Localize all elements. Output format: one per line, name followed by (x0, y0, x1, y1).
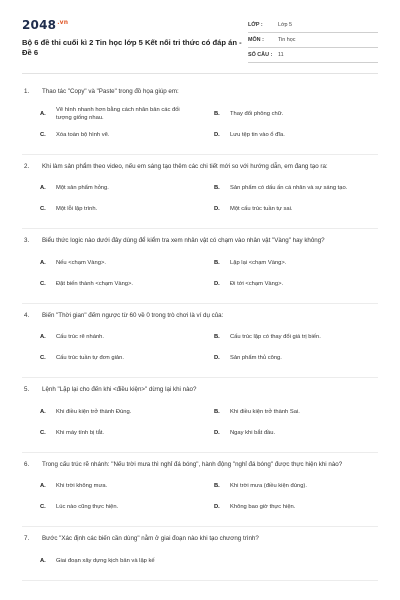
meta-row (248, 48, 378, 63)
question-text: Bước "Xác định các biến cần dùng" nằm ở giai đoạn nào khi tạo chương trình? (42, 535, 259, 542)
option-letter: D. (214, 355, 220, 362)
option-letter: D. (214, 131, 220, 138)
option-letter: B. (214, 110, 220, 117)
question-number: 5. (24, 386, 30, 393)
answer-option[interactable] (214, 199, 378, 220)
question-text: Khi làm sản phẩm theo video, nếu em sáng tạo thêm các chi tiết mới so với hướng dẫn, em đang tạo ra: (42, 162, 328, 170)
option-text: Lúc nào cũng thực hiện. (56, 504, 119, 511)
option-letter: C. (40, 355, 46, 362)
answer-option[interactable] (40, 253, 204, 274)
question-stem (22, 534, 378, 544)
option-letter: D. (214, 280, 220, 287)
question-stem (22, 385, 378, 395)
meta-label: LỚP : (248, 22, 263, 28)
meta-value: Lớp 5 (278, 22, 293, 28)
answer-option[interactable] (40, 274, 204, 295)
option-text: Ngay khi bắt đầu. (230, 429, 276, 436)
option-letter: C. (40, 206, 46, 213)
option-text: Khi trời mưa (điều kiện đúng). (230, 483, 307, 490)
option-letter: C. (40, 131, 46, 138)
option-letter: A. (40, 259, 46, 266)
answer-option[interactable] (40, 104, 204, 125)
question-item (22, 304, 378, 379)
answer-option[interactable] (40, 348, 204, 369)
question-item (22, 80, 378, 155)
question-stem (22, 236, 378, 246)
option-text: Khi điều kiện trở thành Sai. (230, 408, 300, 415)
answer-option[interactable] (214, 497, 378, 518)
answer-option[interactable] (40, 476, 204, 497)
question-list (22, 80, 378, 581)
header-divider (22, 73, 378, 74)
option-text: Đặt biến thành <chạm Vàng>. (56, 280, 134, 287)
question-text: Trong cấu trúc rẽ nhánh: "Nếu trời mưa thì nghỉ đá bóng", hành động "nghỉ đá bóng" được thực hiện khi nào? (42, 460, 343, 468)
option-grid (22, 402, 378, 444)
option-text: Giai đoạn xây dựng kịch bản và lập kế (56, 557, 155, 564)
meta-row (248, 33, 378, 48)
answer-option[interactable] (40, 327, 204, 348)
answer-option[interactable] (214, 348, 378, 369)
option-letter: B. (214, 185, 220, 192)
answer-option[interactable] (40, 402, 204, 423)
answer-option[interactable] (40, 178, 204, 199)
meta-label: MÔN : (248, 37, 264, 43)
question-number: 2. (24, 162, 30, 170)
answer-option[interactable] (214, 253, 378, 274)
question-stem (22, 87, 378, 97)
answer-option[interactable] (214, 402, 378, 423)
option-letter: C. (40, 280, 46, 287)
question-number: 3. (24, 237, 30, 244)
option-text: Sản phẩm có dấu ấn cá nhân và sự sáng tạo. (230, 185, 348, 192)
option-text: Một sản phẩm hỏng. (56, 185, 109, 192)
option-text: Khi điều kiện trở thành Đúng. (56, 408, 132, 415)
site-logo[interactable] (22, 18, 247, 32)
option-text: Vẽ hình nhanh hơn bằng cách nhân bản các đối tượng giống nhau. (56, 106, 180, 121)
option-letter: A. (40, 408, 46, 415)
option-letter: A. (40, 334, 46, 341)
question-stem (22, 311, 378, 321)
option-text: Nếu <chạm Vàng>. (56, 259, 106, 266)
option-grid (22, 476, 378, 518)
question-stem (22, 460, 378, 470)
option-text: Lưu tệp tin vào ổ đĩa. (230, 131, 285, 138)
question-number: 7. (24, 535, 30, 542)
option-letter: B. (214, 483, 220, 490)
answer-option[interactable] (214, 104, 378, 125)
answer-option[interactable] (40, 497, 204, 518)
answer-option[interactable] (214, 274, 378, 295)
question-number: 6. (24, 460, 30, 468)
question-item (22, 229, 378, 304)
option-letter: D. (214, 429, 220, 436)
option-text: Cấu trúc rẽ nhánh. (56, 334, 105, 341)
option-grid (22, 327, 378, 369)
option-letter: B. (214, 259, 220, 266)
option-letter: B. (214, 408, 220, 415)
option-letter: D. (214, 504, 220, 511)
option-text: Không bao giờ thực hiện. (230, 504, 296, 511)
option-letter: A. (40, 483, 46, 490)
meta-label: SỐ CÂU : (248, 52, 273, 58)
question-number: 4. (24, 311, 30, 319)
option-text: Một cấu trúc tuần tự sai. (230, 206, 293, 213)
option-grid (22, 104, 378, 146)
answer-option[interactable] (214, 125, 378, 146)
header (22, 18, 378, 63)
option-text: Đi tới <chạm Vàng>. (230, 280, 284, 287)
question-item (22, 453, 378, 528)
question-stem (22, 162, 378, 172)
question-number: 1. (24, 88, 30, 95)
option-text: Khi trời không mưa. (56, 483, 108, 490)
logo-suffix: .vn (57, 19, 69, 26)
question-text: Biến "Thời gian" đếm ngược từ 60 về 0 trong trò chơi là ví dụ của: (42, 311, 224, 319)
question-text: Thao tác "Copy" và "Paste" trong đồ họa giúp em: (42, 88, 179, 95)
answer-option[interactable] (214, 327, 378, 348)
option-letter: C. (40, 504, 46, 511)
meta-value: Tin học (278, 37, 296, 43)
option-letter: D. (214, 206, 220, 213)
answer-option[interactable] (40, 125, 204, 146)
option-grid (22, 253, 378, 295)
document-title: Bộ 6 đề thi cuối kì 2 Tin học lớp 5 Kết nối tri thức có đáp án - Đề 6 (22, 38, 242, 57)
question-item (22, 527, 378, 581)
answer-option[interactable] (214, 476, 378, 497)
meta-table (248, 18, 378, 63)
answer-option[interactable] (214, 423, 378, 444)
question-text: Biểu thức logic nào dưới đây dùng để kiểm tra xem nhân vật có chạm vào nhân vật "Vàng" hay không? (42, 237, 325, 244)
question-item (22, 155, 378, 230)
option-text: Sản phẩm thủ công. (230, 355, 282, 362)
question-text: Lệnh "Lặp lại cho đến khi <điều kiện>" dừng lại khi nào? (42, 386, 197, 393)
answer-option[interactable] (214, 178, 378, 199)
logo-main: 2048 (22, 18, 57, 32)
option-text: Cấu trúc tuần tự đơn giản. (56, 355, 124, 362)
option-letter: C. (40, 429, 46, 436)
option-text: Cấu trúc lặp có thay đổi giá trị biến. (230, 334, 321, 341)
answer-option[interactable] (40, 423, 204, 444)
option-grid (22, 551, 378, 572)
option-text: Khi máy tính bị tắt. (56, 429, 105, 436)
option-letter: A. (40, 110, 46, 117)
answer-option[interactable] (40, 551, 204, 572)
question-item (22, 378, 378, 453)
option-text: Lặp lại <chạm Vàng>. (230, 259, 287, 266)
header-left (22, 18, 247, 58)
option-letter: A. (40, 557, 46, 564)
option-text: Xóa toàn bộ hình vẽ. (56, 131, 110, 138)
option-grid (22, 178, 378, 220)
option-text: Thay đổi phông chữ. (230, 110, 284, 117)
option-letter: B. (214, 334, 220, 341)
meta-value: 11 (278, 52, 284, 58)
option-text: Một lỗi lập trình. (56, 206, 98, 213)
meta-row (248, 18, 378, 33)
option-letter: A. (40, 185, 46, 192)
answer-option[interactable] (40, 199, 204, 220)
